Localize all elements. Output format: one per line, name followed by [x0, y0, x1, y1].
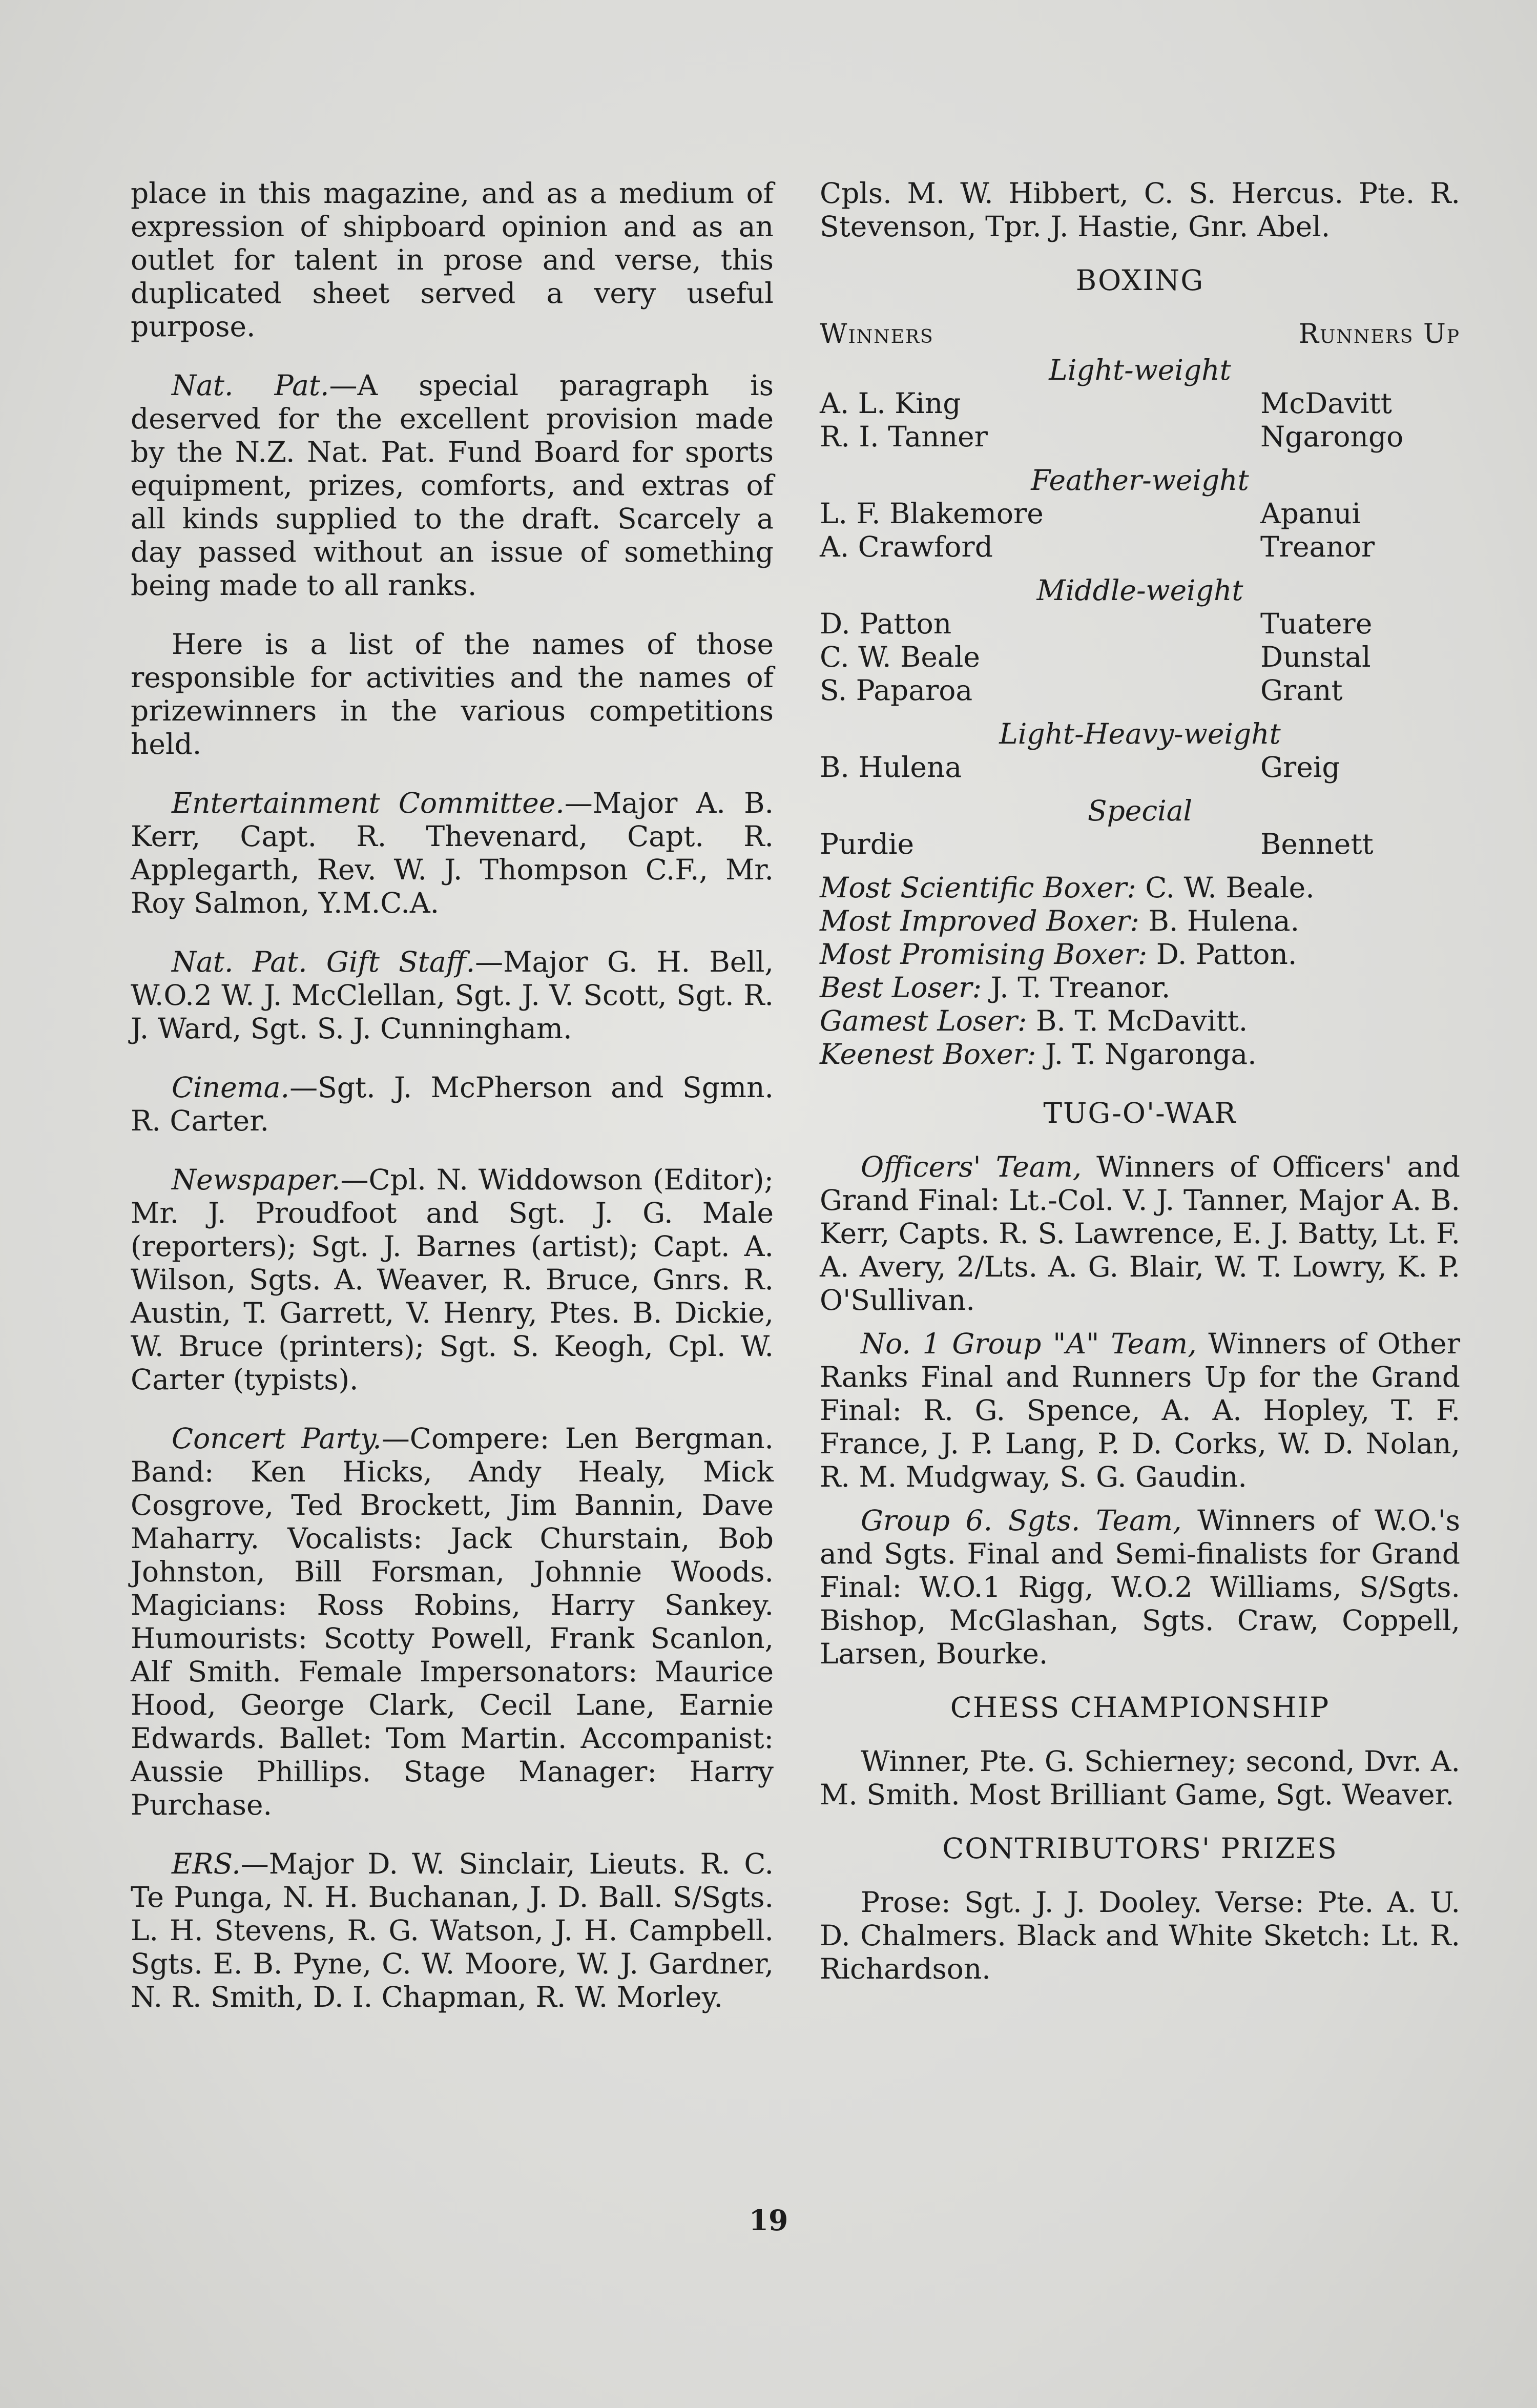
entertainment-lead: Entertainment Committee. — [172, 787, 565, 819]
contributors-heading: CONTRIBUTORS' PRIZES — [942, 1832, 1338, 1865]
ers-text: —Major D. W. Sinclair, Lieuts. R. C. Te Punga, N. H. Buchanan, J. D. Ball. S/Sgts. L. H. Stevens, R. G. Watson, J. H. Campbell. Sgts. E. B. Pyne, C. W. Moore, W. J. Gardner, N. R. Smith, D. I. Chapman, R. W. Morley. — [131, 1847, 774, 2013]
group-a-team-lead: No. 1 Group "A" Team, — [861, 1327, 1197, 1360]
weight-class: Light-weight — [1049, 354, 1231, 386]
winner: A. L. King — [820, 387, 961, 420]
giftstaff-text: —Major G. H. Bell, W.O.2 W. J. McClellan, Sgt. J. V. Scott, Sgt. R. J. Ward, Sgt. S. J. Cunningham. — [131, 945, 774, 1045]
winner: Purdie — [820, 828, 915, 860]
weight-group — [820, 794, 1460, 861]
cinema-text: —Sgt. J. McPherson and Sgmn. R. Carter. — [131, 1071, 774, 1137]
bout-row — [820, 530, 1460, 564]
officers-team-text: Winners of Officers' and Grand Final: Lt.-Col. V. J. Tanner, Major A. B. Kerr, Capts. R. S. Lawrence, E. J. Batty, Lt. F. A. Avery, 2/Lts. A. G. Blair, W. T. Lowry, K. P. O'Sullivan. — [820, 1150, 1460, 1316]
bout-row — [820, 420, 1460, 454]
natpat-text: —A special paragraph is deserved for the excellent provision made by the N.Z. Nat. Pat. Fund Board for sports equipment, prizes, comforts, and extras of all kinds supplied to the draft. Scarcely a day passed without an issue of something being made to all ranks. — [131, 369, 774, 602]
runner-up: Dunstal — [1260, 641, 1371, 673]
intro-paragraph: place in this magazine, and as a medium of expression of shipboard opinion and as an outlet for talent in prose and verse, this duplicated sheet served a very useful purpose. — [131, 177, 774, 343]
award-name: D. Patton. — [1156, 938, 1297, 971]
officers-team-paragraph — [820, 1150, 1460, 1317]
bout-row — [820, 828, 1460, 861]
weight-group — [820, 464, 1460, 564]
runner-up: Treanor — [1260, 530, 1375, 563]
award-line — [820, 904, 1460, 938]
cinema-lead: Cinema. — [172, 1071, 290, 1104]
ers-lead: ERS. — [172, 1847, 241, 1880]
group6-team-lead: Group 6. Sgts. Team, — [861, 1504, 1182, 1537]
weight-group — [820, 717, 1460, 784]
award-label: Most Scientific Boxer: — [820, 871, 1136, 904]
bout-row — [820, 674, 1460, 707]
award-line — [820, 1038, 1460, 1071]
award-name: J. T. Treanor. — [990, 971, 1171, 1004]
award-line — [820, 1004, 1460, 1038]
winner: L. F. Blakemore — [820, 497, 1044, 530]
entertainment-paragraph — [131, 787, 774, 920]
award-line — [820, 938, 1460, 971]
winner: B. Hulena — [820, 751, 962, 784]
award-name: J. T. Ngaronga. — [1045, 1038, 1257, 1071]
winner: A. Crawford — [820, 530, 993, 563]
contributors-paragraph: Prose: Sgt. J. J. Dooley. Verse: Pte. A. U. D. Chalmers. Black and White Sketch: Lt. R. Richardson. — [820, 1886, 1460, 1985]
award-line — [820, 971, 1460, 1004]
weight-class: Middle-weight — [1036, 574, 1243, 607]
group-a-team-text: Winners of Other Ranks Final and Runners Up for the Grand Final: R. G. Spence, A. A. Hopley, T. F. France, J. P. Lang, P. D. Corks, W. D. Nolan, R. M. Mudgway, S. G. Gaudin. — [820, 1327, 1461, 1493]
concert-lead: Concert Party. — [172, 1422, 382, 1455]
runners-up-header: Runners Up — [1298, 319, 1460, 349]
weight-class: Feather-weight — [1031, 464, 1249, 497]
runner-up: Grant — [1260, 674, 1343, 707]
concert-text: —Compere: Len Bergman. Band: Ken Hicks, Andy Healy, Mick Cosgrove, Ted Brockett, Jim Bannin, Dave Maharry. Vocalists: Jack Churstain, Bob Johnston, Bill Forsman, Johnnie Woods. Magicians: Ross Robins, Harry Sankey. Humourists: Scotty Powell, Frank Scanlon, Alf Smith. Female Impersonators: Maurice Hood, George Clark, Cecil Lane, Earnie Edwards. Ballet: Tom Martin. Accompanist: Aussie Phillips. Stage Manager: Harry Purchase. — [131, 1422, 774, 1821]
bout-row — [820, 607, 1460, 641]
runner-up: Ngarongo — [1260, 420, 1404, 453]
giftstaff-paragraph — [131, 945, 774, 1045]
runner-up: Greig — [1260, 751, 1340, 784]
group6-team-text: Winners of W.O.'s and Sgts. Final and Semi-finalists for Grand Final: W.O.1 Rigg, W.O.2 Williams, S/Sgts. Bishop, McGlashan, Sgts. Craw, Coppell, Larsen, Bourke. — [820, 1504, 1460, 1670]
officers-team-lead: Officers' Team, — [861, 1150, 1082, 1183]
newspaper-lead: Newspaper. — [172, 1163, 341, 1196]
winner: R. I. Tanner — [820, 420, 988, 453]
award-name: B. Hulena. — [1148, 904, 1300, 937]
group6-team-paragraph — [820, 1504, 1460, 1671]
weight-class: Special — [1087, 794, 1193, 827]
bout-row — [820, 387, 1460, 420]
natpat-paragraph — [131, 369, 774, 602]
list-intro-paragraph: Here is a list of the names of those responsible for activities and the names of prizewinners in the various competitions held. — [131, 628, 774, 760]
award-label: Best Loser: — [820, 971, 982, 1004]
runner-up: McDavitt — [1260, 387, 1392, 420]
continuation-paragraph: Cpls. M. W. Hibbert, C. S. Hercus. Pte. R. Stevenson, Tpr. J. Hastie, Gnr. Abel. — [820, 177, 1460, 243]
ers-paragraph — [131, 1847, 774, 2014]
entertainment-text: —Major A. B. Kerr, Capt. R. Thevenard, Capt. R. Applegarth, Rev. W. J. Thompson C.F., Mr. Roy Salmon, Y.M.C.A. — [131, 787, 774, 919]
runner-up: Apanui — [1260, 497, 1361, 530]
bout-row — [820, 497, 1460, 530]
winner: S. Paparoa — [820, 674, 973, 707]
newspaper-paragraph — [131, 1163, 774, 1396]
winner: D. Patton — [820, 607, 952, 640]
cinema-paragraph — [131, 1071, 774, 1138]
concert-paragraph — [131, 1422, 774, 1822]
award-name: C. W. Beale. — [1145, 871, 1315, 904]
weight-group — [820, 354, 1460, 454]
runner-up: Bennett — [1260, 828, 1374, 860]
weight-group — [820, 574, 1460, 707]
award-label: Keenest Boxer: — [820, 1038, 1036, 1071]
winner: C. W. Beale — [820, 641, 980, 673]
weight-class: Light-Heavy-weight — [999, 717, 1281, 750]
bout-row — [820, 751, 1460, 784]
award-label: Most Improved Boxer: — [820, 904, 1139, 937]
award-label: Gamest Loser: — [820, 1004, 1027, 1037]
right-column — [820, 177, 1460, 2011]
chess-paragraph: Winner, Pte. G. Schierney; second, Dvr. A. M. Smith. Most Brilliant Game, Sgt. Weaver. — [820, 1745, 1460, 1811]
bout-row — [820, 641, 1460, 674]
tugowar-heading: TUG-O'-WAR — [1043, 1097, 1237, 1129]
natpat-lead: Nat. Pat. — [172, 369, 329, 402]
runner-up: Tuatere — [1260, 607, 1373, 640]
group-a-team-paragraph — [820, 1327, 1460, 1494]
page-number: 19 — [749, 2204, 788, 2237]
boxing-heading: BOXING — [1075, 264, 1204, 297]
left-column — [131, 177, 774, 2040]
award-line — [820, 871, 1460, 904]
giftstaff-lead: Nat. Pat. Gift Staff. — [172, 945, 475, 978]
award-label: Most Promising Boxer: — [820, 938, 1148, 971]
newspaper-text: —Cpl. N. Widdowson (Editor); Mr. J. Proudfoot and Sgt. J. G. Male (reporters); Sgt. J. Barnes (artist); Capt. A. Wilson, Sgts. A. Weaver, R. Bruce, Gnrs. R. Austin, T. Garrett, V. Henry, Ptes. B. Dickie, W. Bruce (printers); Sgt. S. Keogh, Cpl. W. Carter (typists). — [131, 1163, 774, 1396]
boxing-column-headers — [820, 318, 1460, 351]
winners-header: Winners — [820, 319, 934, 349]
boxing-awards — [820, 871, 1460, 1071]
chess-heading: CHESS CHAMPIONSHIP — [950, 1691, 1330, 1724]
award-name: B. T. McDavitt. — [1035, 1004, 1248, 1037]
